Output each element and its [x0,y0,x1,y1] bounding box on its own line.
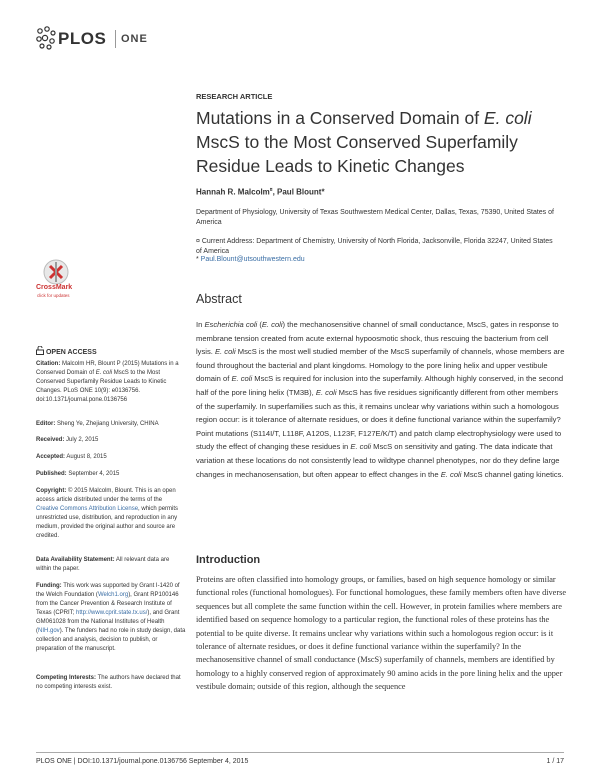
copyright-block: Copyright: © 2015 Malcolm, Blount. This is an open access article distributed under the terms of the Creative Commons Attribution License, which permits unrestricted use, distribution, and reproduction in any medium, provided the original author and source are credited. [36,488,179,539]
introduction-body: Proteins are often classified into homology groups, or families, based on high sequence homology or similar functional roles (functional homologues). For functional homologues, these family members often have diverse sequences but all complete the same function within the cell. However, in protein families where members are identified based on sequence homology to a particular region, the functional roles of these proteins has the potential to be quite diverse. It remains unclear why variations within such a homologous region occur: is it tolerance of alternate residues, or does it define functional variance within the superfamily? In the mechanosensitive channel of small conductance (MscS) superfamily of channels, members are identified by homology to a highly conserved region of approximately 90 amino acids in the pore lining helix and the upper vestibule domain; outside of this region, although the sequence [196,575,567,692]
welch-link[interactable]: Welch1.org [97,592,129,598]
open-access-label: OPEN ACCESS [36,346,97,356]
funding-block: Funding: This work was supported by Grant I-1420 of the Welch Foundation (Welch1.org), Grant RP100146 from the Cancer Prevention & Research Institute of Texas (CPRIT; http://www.cprit.state.tx.us/), and Grant GM061028 from the National Institutes of Health (NIH.gov). The funders had no role in study design, data collection and analysis, decision to publish, or preparation of the manuscript. [36,583,186,652]
plos-logo-icon [36,26,56,50]
received-line: Received: July 2, 2015 [36,437,99,443]
introduction-heading: Introduction [196,554,261,566]
footer-divider [36,752,564,753]
current-address: ¤ Current Address: Department of Chemistry, University of North Florida, Jacksonville, Florida 32247, United States of America [196,238,553,255]
corresponding-email: * Paul.Blount@utsouthwestern.edu [196,256,305,263]
email-link[interactable]: Paul.Blount@utsouthwestern.edu [200,256,305,263]
article-title: Mutations in a Conserved Domain of E. coli MscS to the Most Conserved Superfamily Residue Leads to Kinetic Changes [196,108,532,176]
license-link[interactable]: Creative Commons Attribution License [36,506,139,512]
citation-block: Citation: Malcolm HR, Blount P (2015) Mutations in a Conserved Domain of E. coli MscS to the Most Conserved Superfamily Residue Leads to Kinetic Changes. PLoS ONE 10(9): e0136756. doi:10.1371/journal.pone.0136756 [36,361,179,403]
crossmark-badge[interactable] [36,258,76,298]
published-line: Published: September 4, 2015 [36,471,120,477]
data-availability: Data Availability Statement: All relevant data are within the paper. [36,557,170,572]
logo-divider [115,30,116,48]
page-number: 1 / 17 [546,758,564,765]
abstract-heading: Abstract [196,292,242,306]
crossmark-sublabel: click for updates [37,293,70,298]
competing-interests: Competing Interests: The authors have declared that no competing interests exist. [36,675,181,690]
accepted-line: Accepted: August 8, 2015 [36,454,107,460]
cprit-link[interactable]: http://www.cprit.state.tx.us/ [76,610,148,616]
footer-citation: PLOS ONE | DOI:10.1371/journal.pone.0136756 September 4, 2015 [36,758,249,765]
logo-plos-text: PLOS [58,29,107,48]
article-type: RESEARCH ARTICLE [196,92,273,101]
affiliation: Department of Physiology, University of Texas Southwestern Medical Center, Dallas, Texas, 75390, United States of America [196,209,554,226]
abstract-body: In Escherichia coli (E. coli) the mechanosensitive channel of small conductance, MscS, gates in response to membrane tension created from acute external hypoosmotic shock, thus rescuing the bacterium from cell lysis. E. coli MscS is the most well studied member of the MscS superfamily of channels, whose members are found throughout the bacterial and plant kingdoms. Homology to the pore lining helix and upper vestibule domain of E. coli MscS is required for inclusion into the superfamily. Although highly conserved, in the second half of the pore lining helix (TM3B), E. coli MscS has five residues significantly different from other members of the superfamily. In superfamilies such as this, it remains unclear why variations within such a homologous region occur: is it tolerance of alternate residues, or does it define functional variance within the superfamily? Point mutations (S114I/T, L118F, A120S, L123F, F127E/K/T) and patch clamp electrophysiology were used to study the effect of changing these residues in E. coli MscS on sensitivity and gating. The data indicate that variation at these locations do not consistently lead to wildtype channel phenotypes, nor do they define large changes in mechanosensation, but often appear to effect changes in the E. coli MscS channel gating kinetics. [196,320,565,479]
crossmark-label: CrossMark [36,284,73,291]
nih-link[interactable]: NIH.gov [38,628,60,634]
logo-journal-text: ONE [121,33,148,45]
author-list: Hannah R. Malcolm¤, Paul Blount* [196,187,325,197]
open-lock-icon [36,346,44,355]
editor-line: Editor: Sheng Ye, Zhejiang University, CHINA [36,421,159,427]
